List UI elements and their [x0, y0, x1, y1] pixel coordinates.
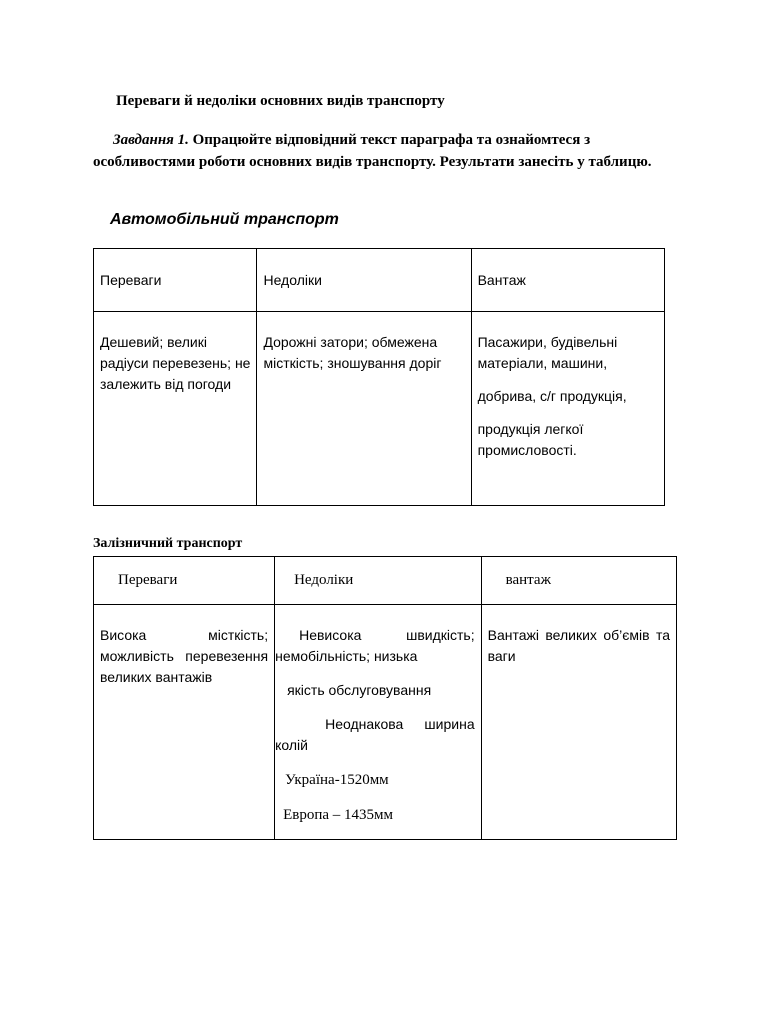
rail-gauge-europe: Европа – 1435мм: [283, 807, 394, 823]
rail-disadvantage-line: Невисока швидкість; немобільність; низька: [275, 627, 475, 664]
table-header-row: [94, 249, 665, 312]
header-disadvantages: Недоліки: [275, 557, 482, 605]
task-text: Опрацюйте відповідний текст параграфа та ознайомтеся з особливостями роботи основних видів транспорту. Результати занесіть у таблицю.: [93, 132, 652, 170]
rail-disadvantage-line: якість обслуговування: [287, 682, 432, 698]
header-cargo: Вантаж: [471, 249, 664, 312]
auto-cargo-cell: [471, 312, 664, 506]
auto-disadvantages-cell: Дорожні затори; обмежена місткість; зношування доріг: [257, 312, 471, 506]
header-cargo: вантаж: [481, 557, 676, 605]
auto-transport-heading: Автомобільний транспорт: [110, 211, 339, 228]
rail-disadvantage-line: Неоднакова ширина колій: [275, 716, 475, 753]
auto-cargo-line: продукція легкої промисловості.: [477, 421, 584, 458]
header-advantages: Переваги: [94, 249, 257, 312]
auto-transport-table: [93, 248, 665, 506]
task-paragraph: [93, 129, 665, 173]
header-advantages: Переваги: [94, 557, 275, 605]
auto-cargo-line: добрива, с/г продукція,: [477, 388, 627, 404]
page-title: Переваги й недоліки основних видів транспорту: [116, 93, 445, 109]
rail-transport-table: [93, 556, 677, 840]
table-row: [94, 605, 677, 840]
header-disadvantages: Недоліки: [257, 249, 471, 312]
rail-disadvantages-cell: [275, 605, 482, 840]
task-label: Завдання 1.: [113, 132, 189, 148]
rail-transport-heading: Залізничний транспорт: [93, 536, 243, 551]
table-header-row: [94, 557, 677, 605]
auto-cargo-line: Пасажири, будівельні матеріали, машини,: [477, 334, 618, 371]
rail-gauge-ukraine: Україна-1520мм: [285, 772, 389, 788]
rail-cargo-cell: Вантажі великих об’ємів та ваги: [481, 605, 676, 840]
table-row: [94, 312, 665, 506]
auto-advantages-cell: Дешевий; великі радіуси перевезень; не залежить від погоди: [94, 312, 257, 506]
rail-advantages-cell: Висока місткість; можливість перевезення великих вантажів: [94, 605, 275, 840]
